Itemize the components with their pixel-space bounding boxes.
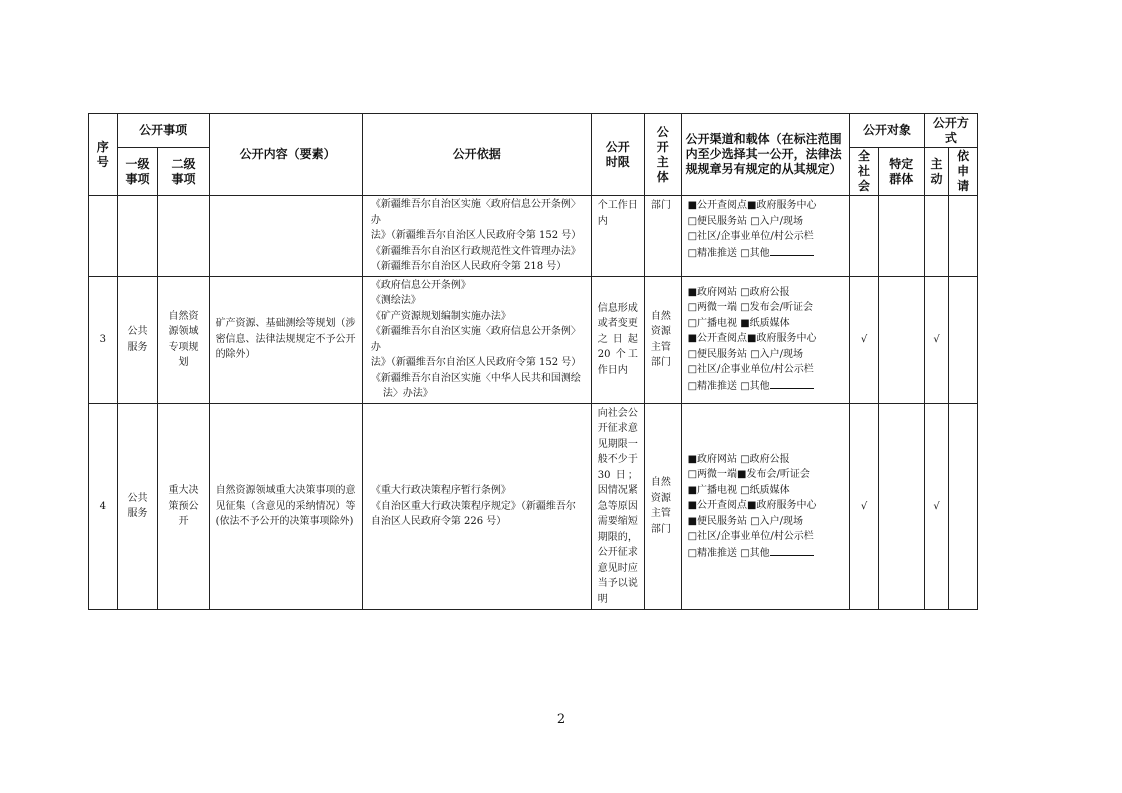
row-basis: 《新疆维吾尔自治区实施〈政府信息公开条例〉办 法》（新疆维吾尔自治区人民政府令第 152 号） 《新疆维吾尔自治区行政规范性文件管理办法》 （新疆维吾尔自治区人民政府令第 218 号）	[362, 196, 591, 277]
header-channels: 公开渠道和载体（在标注范围内至少选择其一公开，法律法规规章另有规定的从其规定）	[681, 114, 850, 196]
header-specific-groups: 特定群体	[878, 148, 924, 196]
row-whole-society: √	[850, 403, 879, 610]
row-channels: ■公开查阅点■政府服务中心 □便民服务站 □入户/现场 □社区/企事业单位/村公示栏 □精准推送 □其他	[681, 196, 850, 277]
row-seq: 4	[89, 403, 118, 610]
row-level1: 公共服务	[117, 403, 158, 610]
header-basis: 公开依据	[362, 114, 591, 196]
row-subject: 部门	[644, 196, 681, 277]
header-subject: 公开主体	[644, 114, 681, 196]
row-subject: 自然资源主管部门	[644, 403, 681, 610]
row-seq	[89, 196, 118, 277]
disclosure-table	[88, 113, 978, 610]
table-row	[89, 196, 978, 277]
row-basis: 《政府信息公开条例》 《测绘法》 《矿产资源规划编制实施办法》 《新疆维吾尔自治区实施〈政府信息公开条例〉办 法》（新疆维吾尔自治区人民政府令第 152 号） 《新疆维吾尔自治区实施〈中华人民共和国测绘 法〉办法》	[362, 276, 591, 403]
row-level2	[158, 196, 209, 277]
row-content: 自然资源领域重大决策事项的意见征集（含意见的采纳情况）等(依法不予公开的决策事项除外)	[209, 403, 362, 610]
page-number: 2	[556, 712, 566, 727]
row-basis: 《重大行政决策程序暂行条例》 《自治区重大行政决策程序规定》（新疆维吾尔 自治区人民政府令第 226 号）	[362, 403, 591, 610]
row-level2: 重大决策预公开	[158, 403, 209, 610]
header-level1: 一级事项	[117, 148, 158, 196]
table-row	[89, 403, 978, 610]
header-method: 公开方式	[924, 114, 977, 148]
row-channels: ■政府网站 □政府公报 □两微一端■发布会/听证会 ■广播电视 □纸质媒体 ■公开查阅点■政府服务中心 ■便民服务站 □入户/现场 □社区/企事业单位/村公示栏 □精准推送 □其他	[681, 403, 850, 610]
row-whole-society: √	[850, 276, 879, 403]
row-channels: ■政府网站 □政府公报 □两微一端 □发布会/听证会 □广播电视 ■纸质媒体 ■公开查阅点■政府服务中心 □便民服务站 □入户/现场 □社区/企事业单位/村公示栏 □精准推送 □其他	[681, 276, 850, 403]
header-content: 公开内容（要素）	[209, 114, 362, 196]
row-on-request	[949, 276, 978, 403]
header-items: 公开事项	[117, 114, 209, 148]
row-level2: 自然资源领域专项规划	[158, 276, 209, 403]
header-active: 主动	[924, 148, 949, 196]
row-specific-groups	[878, 276, 924, 403]
row-active	[924, 196, 949, 277]
row-specific-groups	[878, 196, 924, 277]
header-seq: 序号	[89, 114, 118, 196]
header-audience: 公开对象	[850, 114, 925, 148]
row-seq: 3	[89, 276, 118, 403]
row-specific-groups	[878, 403, 924, 610]
row-content: 矿产资源、基础测绘等规划（涉密信息、法律法规规定不予公开的除外）	[209, 276, 362, 403]
row-on-request	[949, 196, 978, 277]
row-active: √	[924, 276, 949, 403]
row-time-limit: 个工作日内	[591, 196, 644, 277]
row-subject: 自然资源主管部门	[644, 276, 681, 403]
row-content	[209, 196, 362, 277]
row-whole-society	[850, 196, 879, 277]
header-level2: 二级事项	[158, 148, 209, 196]
row-level1	[117, 196, 158, 277]
header-time-limit: 公开时限	[591, 114, 644, 196]
header-whole-society: 全社会	[850, 148, 879, 196]
header-on-request: 依申请	[949, 148, 978, 196]
row-level1: 公共服务	[117, 276, 158, 403]
row-time-limit: 向社会公开征求意见期限一般不少于 30 日；因情况紧急等原因需要缩短期限的，公开征求意见时应当予以说明	[591, 403, 644, 610]
table-row	[89, 276, 978, 403]
row-on-request	[949, 403, 978, 610]
row-active: √	[924, 403, 949, 610]
row-time-limit: 信息形成或者变更之日起 20 个工作日内	[591, 276, 644, 403]
